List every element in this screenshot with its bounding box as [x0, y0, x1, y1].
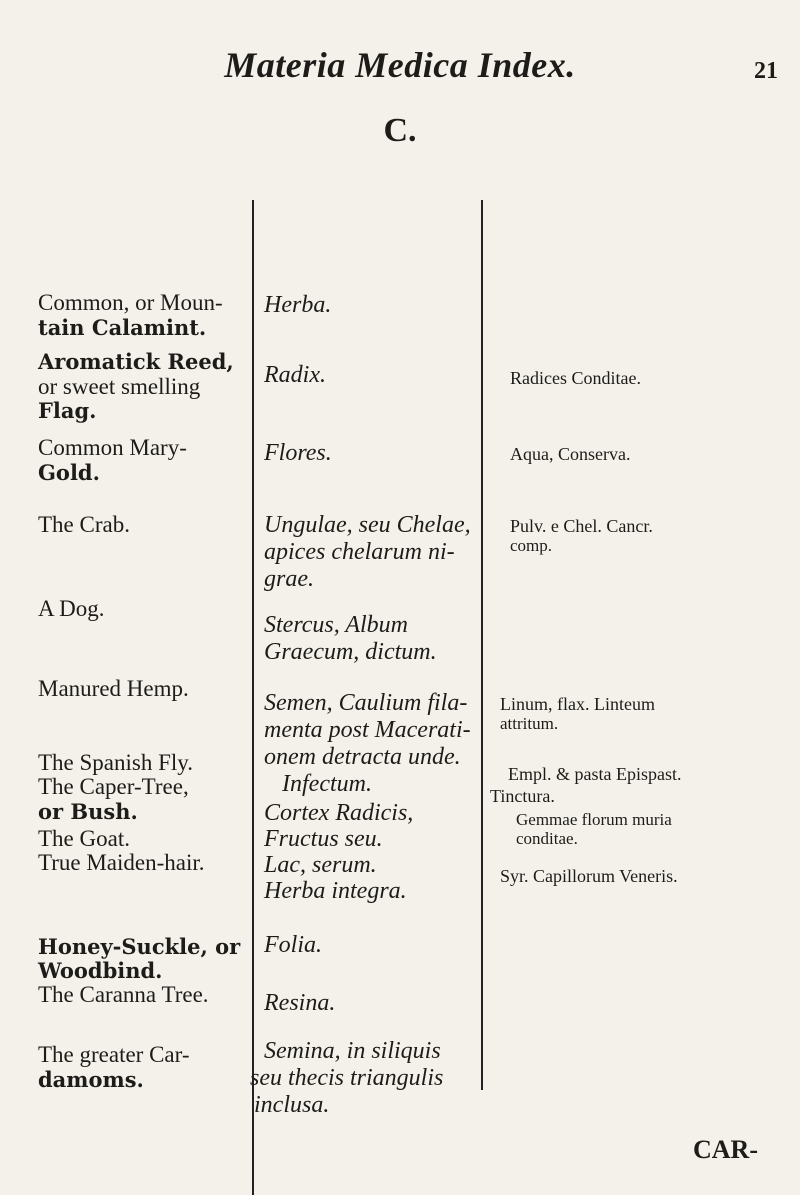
entry-aromatick: Aromatick Reed, or sweet smelling Flag.	[38, 349, 234, 424]
part-semen: Semen, Caulium fila- menta post Macerati- onem detracta unde. Infectum.	[264, 690, 471, 797]
running-header: Materia Medica Index.	[224, 45, 576, 85]
part-lac: Lac, serum.	[264, 852, 377, 878]
entry-goat: The Goat.	[38, 826, 130, 851]
entry-common-marygold: Common Mary- Gold.	[38, 435, 187, 485]
prep-empl: Empl. & pasta Epispast.	[508, 764, 682, 784]
entry-hemp: Manured Hemp.	[38, 676, 189, 701]
section-letter: C.	[383, 112, 417, 149]
column-rule-left	[252, 200, 254, 1195]
page-number: 21	[754, 58, 778, 84]
prep-radices: Radices Conditae.	[510, 368, 641, 388]
entry-honeysuckle: Honey-Suckle, or Woodbind.	[38, 934, 241, 983]
catchword: CAR-	[693, 1135, 758, 1164]
prep-tinctura: Tinctura.	[490, 786, 555, 806]
part-flores: Flores.	[264, 440, 332, 466]
part-ungulae: Ungulae, seu Chelae, apices chelarum ni- grae.	[264, 512, 471, 592]
entry-maidenhair: True Maiden-hair.	[38, 850, 205, 875]
prep-linum: Linum, flax. Linteum attritum.	[500, 694, 655, 734]
prep-gemmae: Gemmae florum muria conditae.	[516, 810, 672, 849]
part-herba: Herba.	[264, 292, 332, 318]
entry-common-mountain: Common, or Moun- tain Calamint.	[38, 290, 223, 340]
part-fructus: Fructus seu.	[264, 826, 383, 852]
part-resina: Resina.	[264, 990, 336, 1016]
entry-caranna: The Caranna Tree.	[38, 982, 209, 1007]
column-rule-right	[481, 200, 483, 1090]
part-semina: Semina, in siliquis seu thecis triangulis inclusa.	[250, 1038, 444, 1118]
entry-spanish-fly: The Spanish Fly.	[38, 750, 194, 775]
prep-aqua: Aqua, Conserva.	[510, 444, 631, 464]
entry-dog: A Dog.	[38, 596, 105, 621]
prep-syr: Syr. Capillorum Veneris.	[500, 866, 678, 886]
part-stercus: Stercus, Album Graecum, dictum.	[264, 612, 437, 665]
part-herba-integra: Herba integra.	[264, 878, 407, 904]
entry-crab: The Crab.	[38, 512, 130, 537]
part-radix: Radix.	[264, 362, 326, 388]
part-folia: Folia.	[264, 932, 322, 958]
part-cortex: Cortex Radicis,	[264, 800, 414, 826]
entry-cardamoms: The greater Car- damoms.	[38, 1042, 190, 1092]
entry-caper: The Caper-Tree, or Bush.	[38, 774, 189, 824]
prep-pulv: Pulv. e Chel. Cancr. comp.	[510, 516, 653, 556]
